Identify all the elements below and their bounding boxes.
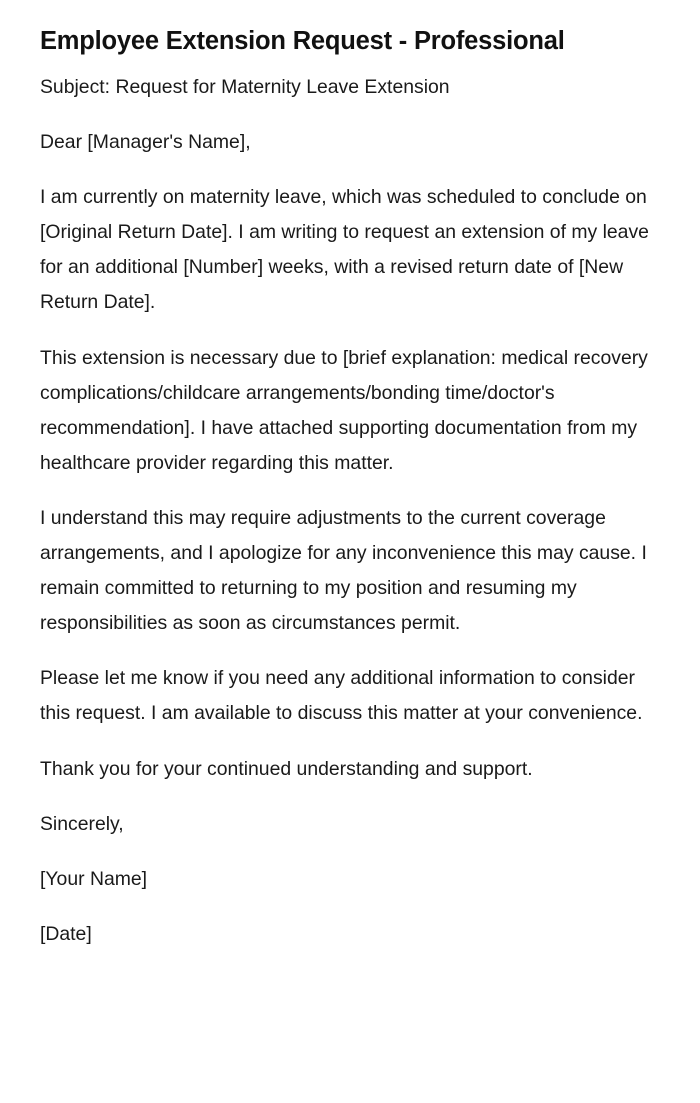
signature-date: [Date] [40,922,92,945]
body-paragraph: Please let me know if you need any additional information to consider this request. I am available to discuss this matter at your convenience. [40,667,643,725]
closing: Sincerely, [40,812,124,835]
greeting: Dear [Manager's Name], [40,131,251,154]
signature-name: [Your Name] [40,867,148,890]
body-paragraph: I understand this may require adjustments to the current coverage arrangements, and I apologize for any inconvenience this may cause. I remain committed to returning to my position and resuming my responsibilities as soon as circumstances permit. [40,506,647,635]
subject-line: Subject: Request for Maternity Leave Extension [40,76,450,98]
body-paragraph: This extension is necessary due to [brief explanation: medical recovery complications/childcare arrangements/bonding time/doctor's recommendation]. I have attached supporting documentation from my healthcare provider regarding this matter. [40,346,648,474]
body-paragraph: Thank you for your continued understanding and support. [40,757,533,780]
document-title: Employee Extension Request - Professional [40,27,565,55]
body-paragraph: I am currently on maternity leave, which was scheduled to conclude on [Original Return Date]. I am writing to request an extension of my leave for an additional [Number] weeks, with a revised return date of [New Return Date]. [40,186,649,314]
